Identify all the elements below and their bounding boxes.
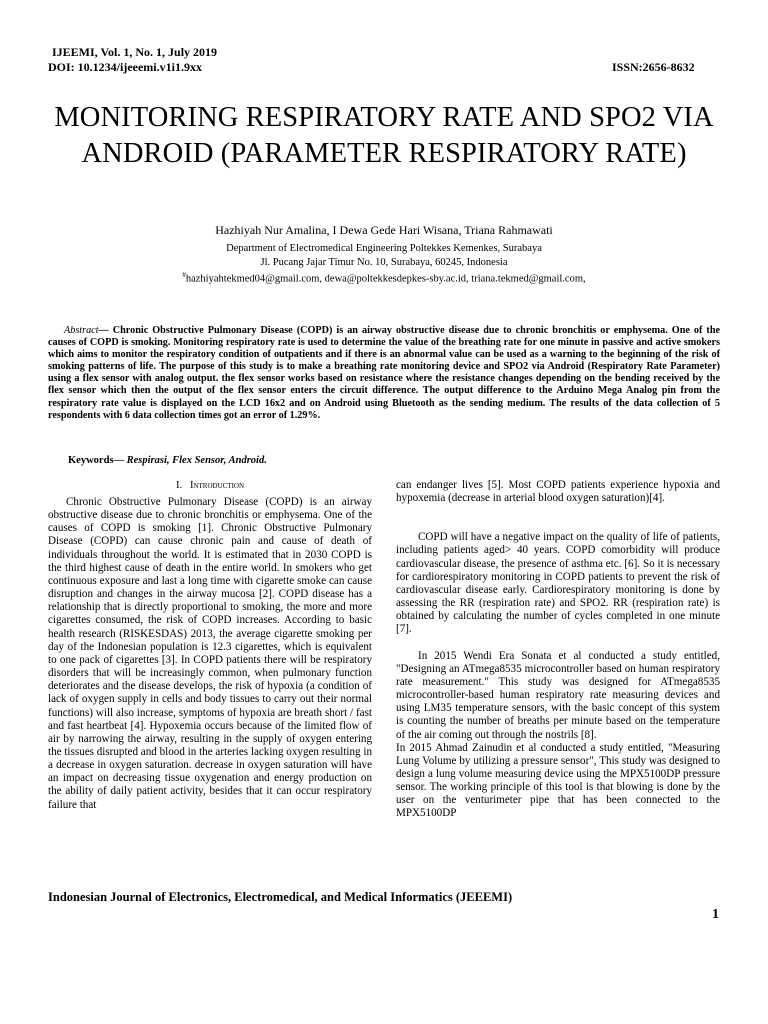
paper-title: MONITORING RESPIRATORY RATE AND SPO2 VIA ANDROID (PARAMETER RESPIRATORY RATE) [54, 102, 714, 169]
footer-journal: Indonesian Journal of Electronics, Electromedical, and Medical Informatics (JEEEMI) [48, 890, 513, 904]
abstract-text: Chronic Obstructive Pulmonary Disease (COPD) is an airway obstructive disease due to chronic bronchitis or emphysema. One of the causes of COPD is smoking. Monitoring respiratory rate is used to determine the value of the breathing rate for one minute in passive and active smokers which aims to monitor the respiratory condition of outpatients and if there is an abnormal value can be used as a warning to the beginning of the risk of smoking patterns of life. The purpose of this study is to make a breathing rate monitoring device and SPO2 via Android (Respiratory Rate Parameter) using a flex sensor with analog output. the flex sensor works based on resistance where the resistance changes depending on the bending received by the flex sensor which then the output of the flex sensor enters the circuit difference. The output difference to the Arduino Mega Analog pin from the respiratory rate value is displayed on the LCD 16x2 and on Android using Bluetooth as the sending medium. The results of the data collection of 5 respondents with 6 data collection times got an error of 1.29%. [48, 325, 721, 421]
section-title: Introduction [189, 480, 245, 491]
section-heading [48, 479, 372, 492]
right-column [396, 479, 720, 821]
journal-line: IJEEMI, Vol. 1, No. 1, July 2019 [52, 45, 218, 59]
abstract-dash: — [98, 325, 113, 336]
keywords [68, 455, 267, 466]
author-emails [40, 269, 728, 286]
affiliation-address: Jl. Pucang Jajar Timur No. 10, Surabaya, 60245, Indonesia [260, 256, 508, 268]
issn: ISSN:2656-8632 [612, 60, 695, 74]
page-number: 1 [712, 907, 719, 922]
doi: DOI: 10.1234/ijeeemi.v1i1.9xx [48, 60, 202, 74]
paragraph: In 2015 Ahmad Zainudin et al conducted a study entitled, "Measuring Lung Volume by utilizing a pressure sensor", This study was designed to design a lung volume measuring device using the MPX5100DP pressure sensor. The working principle of this tool is that blowing is done by the user on the venturimeter pipe that has been connected to the MPX5100DP [396, 741, 720, 820]
authors: Hazhiyah Nur Amalina, I Dewa Gede Hari Wisana, Triana Rahmawati [215, 223, 553, 237]
affiliation [40, 242, 728, 286]
abstract-label: Abstract [64, 325, 99, 336]
emails-text: hazhiyahtekmed04@gmail.com, dewa@poltekkesdepkes-sby.ac.id, triana.tekmed@gmail.com, [185, 273, 586, 285]
abstract [48, 325, 720, 422]
paragraph: In 2015 Wendi Era Sonata et al conducted a study entitled, "Designing an ATmega8535 microcontroller based on human respiratory rate measurement." This study was designed for ATmega8535 microcontroller-based human respiratory rate measuring devices and using LM35 temperature sensors, with the basic concept of this system is counting the number of breaths per minute based on the temperature of the air coming out through the nostrils [8]. [396, 649, 720, 741]
section-number: I. [175, 480, 183, 491]
affiliation-department: Department of Electromedical Engineering Poltekkes Kemenkes, Surabaya [226, 243, 542, 254]
paragraph: COPD will have a negative impact on the quality of life of patients, including patients aged> 40 years. COPD comorbidity will produce cardiovascular disease, the presence of asthma etc. [6]. So it is necessary for cardiorespiratory monitoring in COPD patients to prevent the risk of cardiovascular disease early. Cardiorespiratory monitoring is done by assessing the RR (respiration rate) and SPO2. RR (respiration rate) is obtained by calculating the number of cycles completed in one minute [7]. [396, 531, 720, 636]
paragraph: can endanger lives [5]. Most COPD patients experience hypoxia and hypoxemia (decrease in arterial blood oxygen saturation)[4]. [396, 479, 720, 505]
keywords-text: Respirasi, Flex Sensor, Android. [126, 455, 267, 466]
affiliation-mark: # [182, 271, 186, 279]
keywords-label: Keywords— [68, 455, 127, 466]
left-column [48, 496, 372, 812]
paragraph: Chronic Obstructive Pulmonary Disease (COPD) is an airway obstructive disease due to chronic bronchitis or emphysema. One of the causes of COPD is smoking [1]. Chronic Obstructive Pulmonary Disease (COPD) can cause chronic pain and cause of death of individuals throughout the world. It is estimated that in 2030 COPD is the third highest cause of death in the entire world. In smokers who get continuous exposure and last a long time with cigarette smoke can cause disruption and changes in the airway mucosa [2]. COPD disease has a relationship that is directly proportional to smoking, the more and more cigarettes consumed, the risk of COPD increases. According to basic health research (RISKESDAS) 2013, the average cigarette smoking per day of the Indonesian population is 12.3 cigarettes, which is equivalent to one pack of cigarettes [3]. In COPD patients there will be respiratory disorders that will be increasingly common, when pulmonary function deteriorates and the disease develops, the risk of hypoxia (a condition of lack of oxygen supply in cells and body tissues to carry out their normal functions) will also increase, symptoms of hypoxia are breath short / fast and fast heartbeat [4]. Hypoxemia occurs because of the limited flow of air by narrowing the airway, resulting in the supply of oxygen entering the tissues disrupted and blood in the arteries lacking oxygen resulting in a decrease in oxygen saturation. decrease in oxygen saturation will have an impact on decreasing tissue oxygenation and energy production on the ability of daily patient activity, besides that it can occur respiratory failure that [48, 496, 372, 811]
